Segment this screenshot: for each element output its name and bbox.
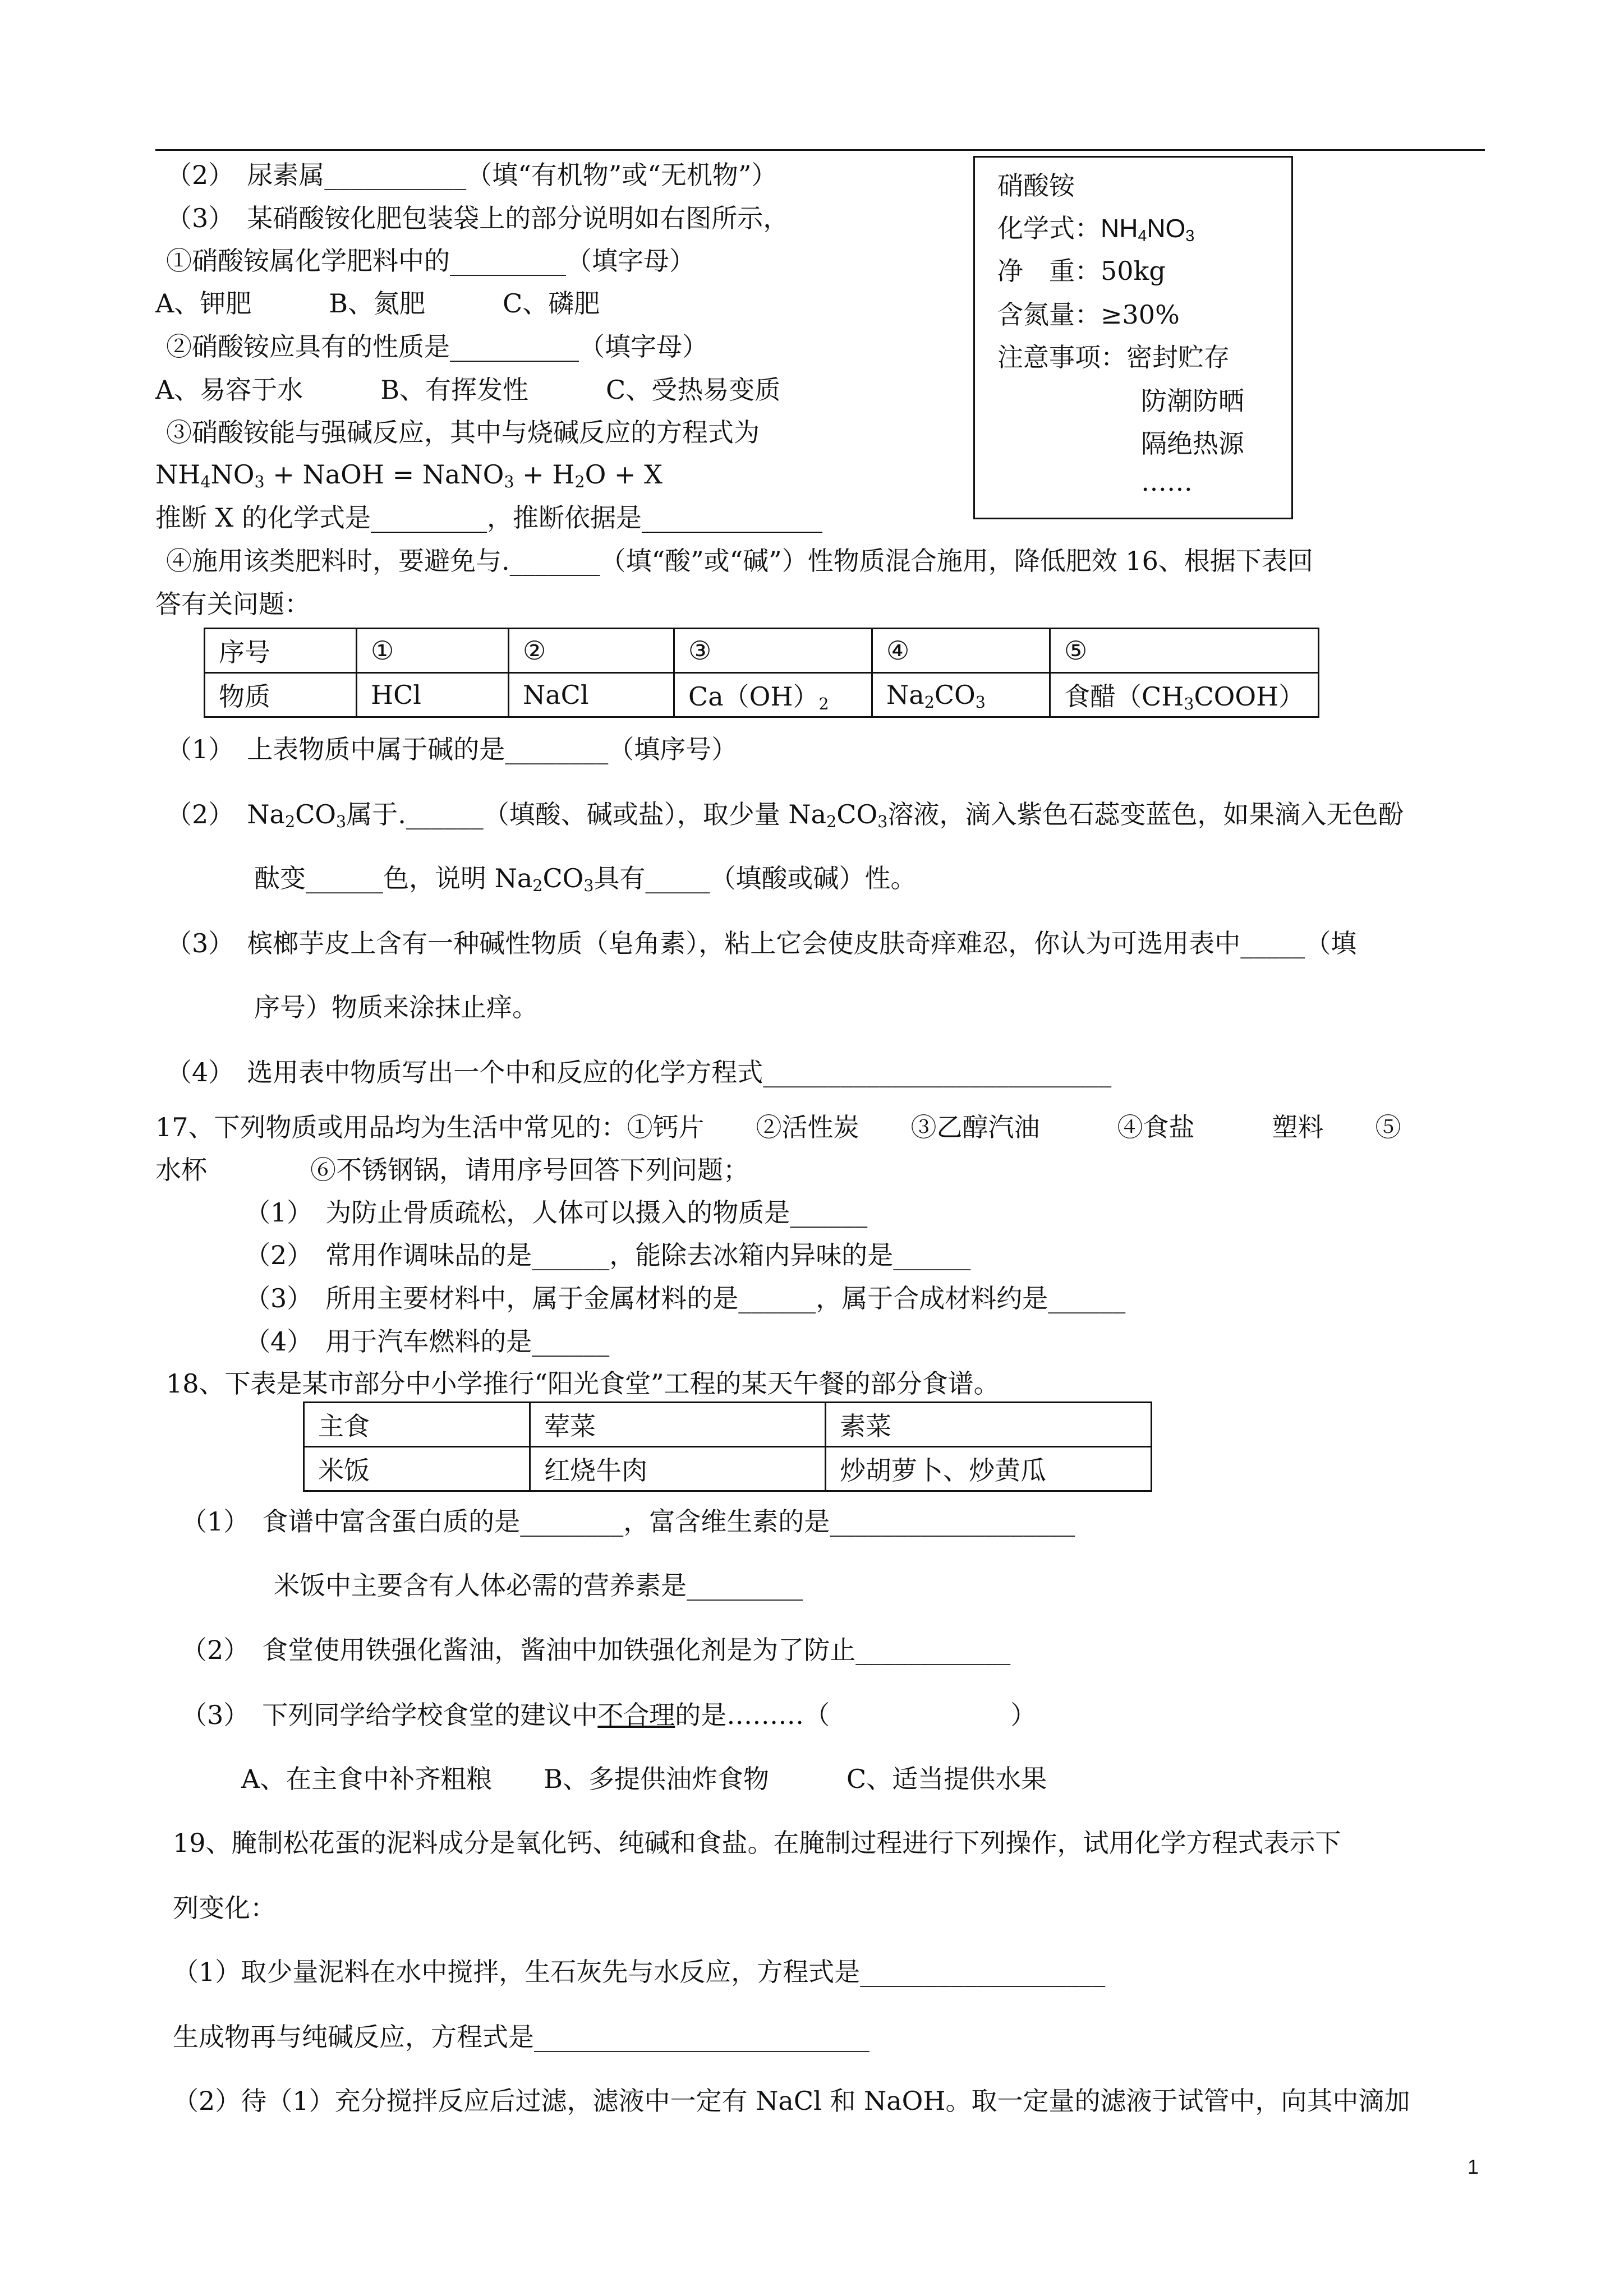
q16-p3-line2: 序号）物质来涂抹止痒。 — [254, 992, 538, 1022]
q18-p3-options: A、在主食中补齐粗粮 B、多提供油炸食物 C、适当提供水果 — [241, 1764, 1047, 1794]
q3-2-options: A、易容于水 B、有挥发性 C、受热易变质 — [155, 375, 781, 405]
table-cell: ⑤ — [1050, 629, 1319, 673]
fertilizer-label-box — [973, 156, 1293, 519]
q17-line2: 水杯 ⑥不锈钢锅，请用序号回答下列问题； — [155, 1155, 749, 1185]
table-cell: ④ — [872, 629, 1050, 673]
table-cell: $Na_2CO_3$ — [872, 673, 1050, 717]
label-note-2: 防潮防晒 — [1141, 386, 1244, 416]
q17-line1: 17、下列物质或用品均为生活中常见的：①钙片 ②活性炭 ③乙醇汽油 ④食盐 塑料 ⑤ — [155, 1112, 1401, 1142]
q3-4-line: ④施用该类肥料时，要避免与._______（填“酸”或“碱”）性物质混合施用，降低肥效 16、根据下表回 — [166, 546, 1313, 576]
table-cell: 物质 — [205, 673, 357, 717]
q19-line1: 19、腌制松花蛋的泥料成分是氧化钙、纯碱和食盐。在腌制过程进行下列操作，试用化学方程式表示下 — [173, 1828, 1341, 1858]
table-row — [205, 673, 1319, 717]
header-rule — [155, 149, 1485, 151]
q3-1-options: A、钾肥 B、氮肥 C、磷肥 — [155, 288, 600, 319]
q16-p4: （4） 选用表中物质写出一个中和反应的化学方程式___________________________ — [166, 1057, 1112, 1087]
label-note-4: …… — [1141, 467, 1193, 497]
table-cell: ③ — [674, 629, 872, 673]
q19-p1-line1: （1）取少量泥料在水中搅拌，生石灰先与水反应，方程式是___________________ — [173, 1957, 1106, 1987]
q19-p2: （2）待（1）充分搅拌反应后过滤，滤液中一定有 NaCl 和 NaOH。取一定量的滤液于试管中，向其中滴加 — [173, 2086, 1410, 2116]
q19-line2: 列变化： — [173, 1893, 276, 1923]
q3-1-line: ①硝酸铵属化学肥料中的_________（填字母） — [166, 246, 695, 276]
label-formula: 化学式：$NH_4NO_3$ — [997, 213, 1195, 246]
q17-s2: （2） 常用作调味品的是______，能除去冰箱内异味的是______ — [245, 1240, 971, 1270]
q18-p1-line2: 米饭中主要含有人体必需的营养素是_________ — [274, 1570, 803, 1601]
q3-3-line: ③硝酸铵能与强碱反应，其中与烧碱反应的方程式为 — [166, 417, 760, 448]
q18-p3: （3） 下列同学给学校食堂的建议中不合理的是………（ ） — [181, 1700, 1037, 1730]
q3-intro-line: （3） 某硝酸铵化肥包装袋上的部分说明如右图所示， — [166, 203, 789, 233]
q16-p2-line1: （2） $Na_2CO_3$属于.______（填酸、碱或盐），取少量 $Na_2CO_3$溶液，滴入紫色石蕊变蓝色，如果滴入无色酚 — [166, 799, 1404, 832]
q16-table — [204, 628, 1319, 718]
q2-urea-line: （2） 尿素属___________（填“有机物”或“无机物”） — [166, 160, 778, 190]
table-cell: 荤菜 — [530, 1403, 826, 1447]
q17-s1: （1） 为防止骨质疏松，人体可以摄入的物质是______ — [245, 1197, 868, 1228]
table-cell: $Ca(OH)_2$ — [674, 673, 872, 717]
table-cell: NaCl — [509, 673, 674, 717]
table-cell: 主食 — [304, 1403, 530, 1447]
table-row — [205, 629, 1319, 673]
label-notes: 注意事项：密封贮存 — [997, 342, 1230, 372]
table-cell: 序号 — [205, 629, 357, 673]
page-number: 1 — [1467, 2155, 1479, 2178]
label-weight: 净 重：50kg — [997, 256, 1166, 286]
table-cell: ② — [509, 629, 674, 673]
table-cell: 米饭 — [304, 1447, 530, 1491]
table-cell: 炒胡萝卜、炒黄瓜 — [826, 1447, 1152, 1491]
table-cell: 素菜 — [826, 1403, 1152, 1447]
q3-2-line: ②硝酸铵应具有的性质是__________（填字母） — [166, 331, 708, 362]
q18-menu-table — [303, 1401, 1152, 1492]
table-cell: 食醋$(CH_3COOH)$ — [1050, 673, 1319, 717]
table-cell: HCl — [357, 673, 509, 717]
q18-intro: 18、下表是某市部分中小学推行“阳光食堂”工程的某天午餐的部分食谱。 — [166, 1368, 1000, 1399]
label-note-3: 隔绝热源 — [1141, 428, 1244, 459]
table-row — [304, 1403, 1152, 1447]
nh4no3-equation: $NH_4NO_3$ + NaOH = NaNO$_3$ + $H_2O + X$ — [155, 459, 663, 492]
label-nitrogen: 含氮量：≥30% — [997, 299, 1180, 330]
q16-p3-line1: （3） 槟榔芋皮上含有一种碱性物质（皂角素），粘上它会使皮肤奇痒难忍，你认为可选用表中_____（填 — [166, 928, 1357, 958]
table-cell: 红烧牛肉 — [530, 1447, 826, 1491]
q3-3b-line: 推断 X 的化学式是_________，推断依据是______________ — [155, 502, 822, 533]
q18-p2: （2） 食堂使用铁强化酱油，酱油中加铁强化剂是为了防止____________ — [181, 1635, 1011, 1665]
table-cell: ① — [357, 629, 509, 673]
q18-p1-line1: （1） 食谱中富含蛋白质的是________，富含维生素的是___________________ — [181, 1506, 1075, 1537]
table-row — [304, 1447, 1152, 1491]
q17-s3: （3） 所用主要材料中，属于金属材料的是______，属于合成材料约是______ — [245, 1283, 1126, 1313]
q16-intro-cont: 答有关问题： — [155, 589, 310, 619]
q17-s4: （4） 用于汽车燃料的是______ — [245, 1326, 610, 1357]
q19-p1-line2: 生成物再与纯碱反应，方程式是__________________________ — [173, 2022, 869, 2052]
q16-p1: （1） 上表物质中属于碱的是________（填序号） — [166, 734, 738, 764]
label-title: 硝酸铵 — [997, 170, 1075, 201]
q16-p2-line2: 酞变______色，说明 $Na_2CO_3$具有_____（填酸或碱）性。 — [254, 863, 917, 896]
